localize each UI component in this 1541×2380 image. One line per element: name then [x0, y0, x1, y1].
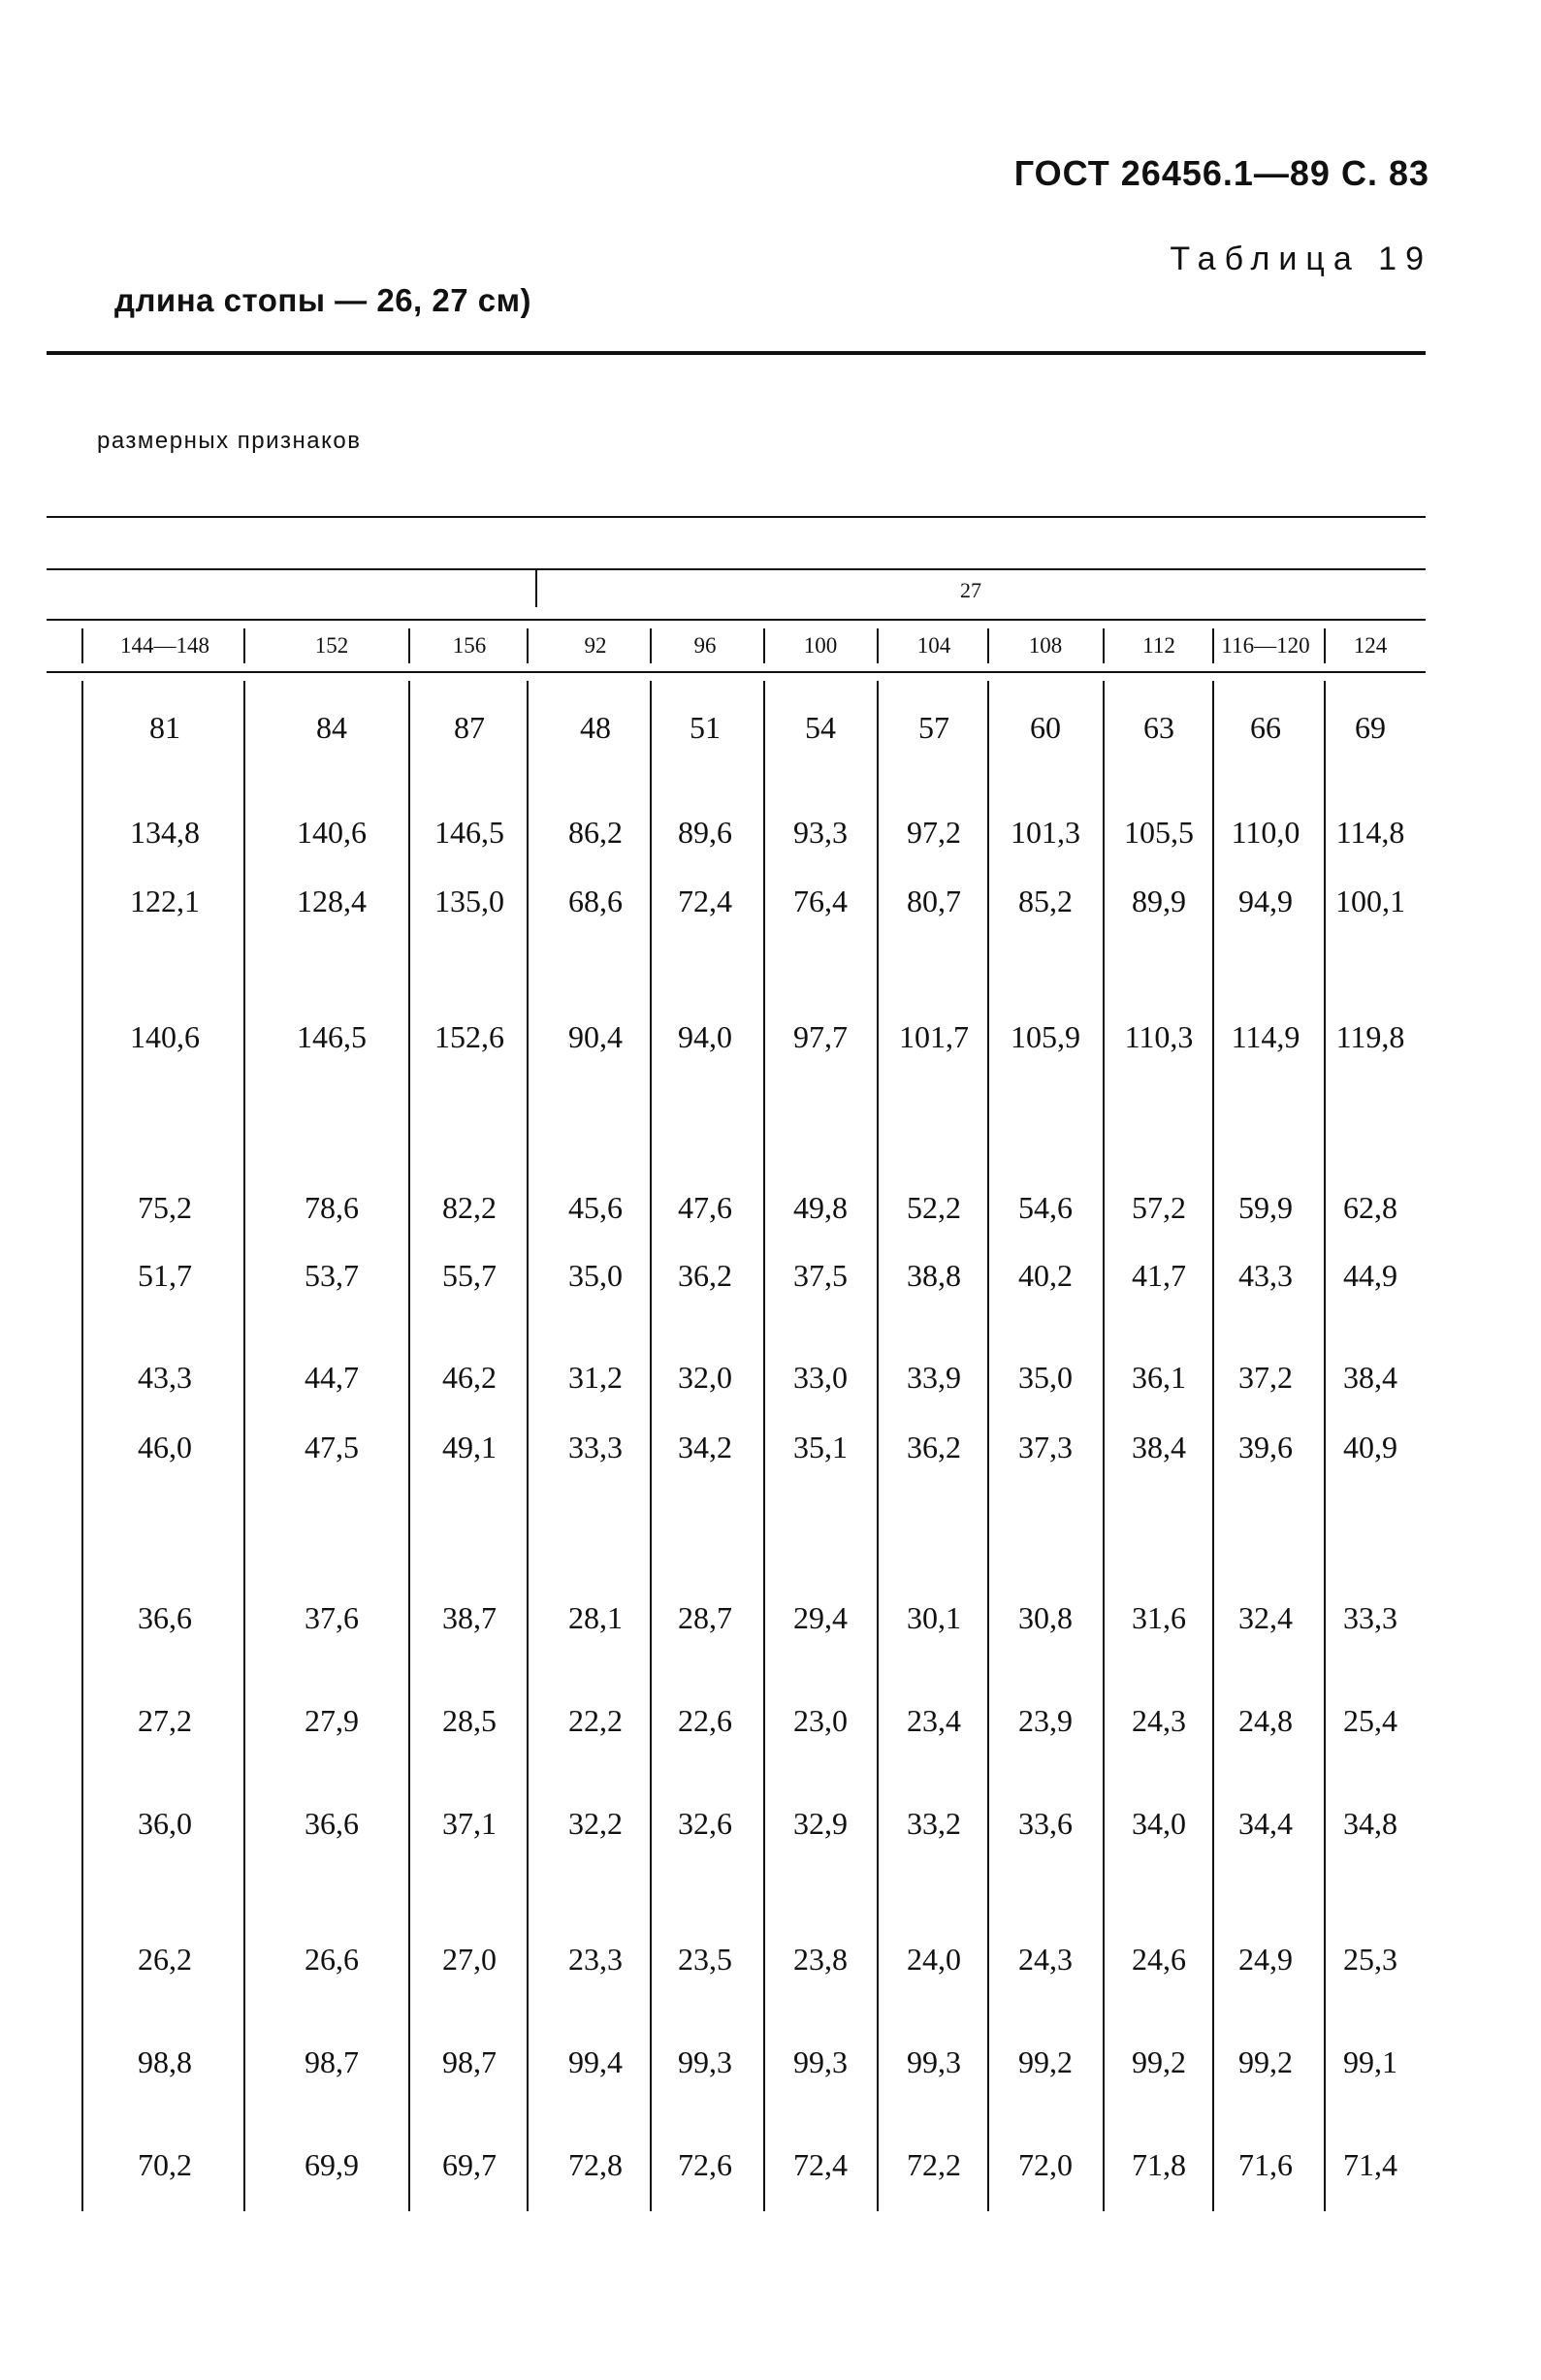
column-header: 156: [452, 633, 487, 658]
table-cell: 71,4: [1343, 2147, 1397, 2182]
table-cell: 45,6: [568, 1190, 623, 1225]
table-cell: 32,2: [568, 1806, 623, 1841]
table-cell: 38,7: [442, 1600, 497, 1635]
table-cell: 69,9: [305, 2147, 359, 2182]
table-cell: 80,7: [907, 884, 961, 918]
column-divider: [1103, 681, 1105, 2211]
rule-3: [47, 619, 1426, 621]
table-cell: 25,4: [1343, 1703, 1397, 1738]
column-header: 152: [314, 633, 349, 658]
table-cell: 32,9: [793, 1806, 848, 1841]
table-cell: 44,7: [305, 1360, 359, 1395]
table-cell: 89,6: [678, 815, 732, 850]
table-cell: 134,8: [130, 815, 200, 850]
table-cell: 86,2: [568, 815, 623, 850]
table-cell: 23,3: [568, 1942, 623, 1977]
table-cell: 51: [690, 710, 721, 745]
table-cell: 84: [316, 710, 347, 745]
table-subtitle: длина стопы — 26, 27 см): [114, 282, 532, 318]
table-cell: 32,4: [1238, 1600, 1293, 1635]
table-cell: 36,2: [907, 1430, 961, 1464]
table-cell: 94,9: [1238, 884, 1293, 918]
table-cell: 40,9: [1343, 1430, 1397, 1464]
top-rule: [47, 351, 1426, 355]
header-divider: [1324, 628, 1326, 663]
column-divider: [243, 681, 245, 2211]
header-divider: [527, 628, 529, 663]
table-cell: 25,3: [1343, 1942, 1397, 1977]
table-cell: 93,3: [793, 815, 848, 850]
table-cell: 99,2: [1018, 2044, 1073, 2079]
table-cell: 41,7: [1132, 1258, 1186, 1293]
table-cell: 34,4: [1238, 1806, 1293, 1841]
table-cell: 69: [1355, 710, 1386, 745]
table-cell: 33,2: [907, 1806, 961, 1841]
table-cell: 29,4: [793, 1600, 848, 1635]
table-cell: 46,0: [138, 1430, 192, 1464]
table-cell: 46,2: [442, 1360, 497, 1395]
table-cell: 26,6: [305, 1942, 359, 1977]
table-cell: 97,2: [907, 815, 961, 850]
column-divider: [408, 681, 410, 2211]
table-cell: 33,3: [568, 1430, 623, 1464]
table-cell: 54,6: [1018, 1190, 1073, 1225]
table-cell: 34,8: [1343, 1806, 1397, 1841]
header-divider: [1103, 628, 1105, 663]
table-cell: 75,2: [138, 1190, 192, 1225]
table-cell: 33,9: [907, 1360, 961, 1395]
table-cell: 72,8: [568, 2147, 623, 2182]
table-cell: 38,4: [1343, 1360, 1397, 1395]
table-cell: 72,6: [678, 2147, 732, 2182]
table-cell: 33,0: [793, 1360, 848, 1395]
table-cell: 97,7: [793, 1019, 848, 1054]
table-cell: 99,3: [678, 2044, 732, 2079]
table-cell: 70,2: [138, 2147, 192, 2182]
table-cell: 100,1: [1335, 884, 1405, 918]
rule-1: [47, 516, 1426, 518]
table-cell: 105,9: [1011, 1019, 1080, 1054]
table-cell: 44,9: [1343, 1258, 1397, 1293]
table-cell: 24,3: [1132, 1703, 1186, 1738]
header-divider: [987, 628, 989, 663]
column-divider: [877, 681, 879, 2211]
table-cell: 33,3: [1343, 1600, 1397, 1635]
table-cell: 37,5: [793, 1258, 848, 1293]
table-cell: 99,1: [1343, 2044, 1397, 2079]
table-cell: 23,5: [678, 1942, 732, 1977]
table-cell: 76,4: [793, 884, 848, 918]
table-cell: 49,8: [793, 1190, 848, 1225]
column-header: 100: [803, 633, 838, 658]
table-cell: 23,0: [793, 1703, 848, 1738]
table-cell: 101,7: [899, 1019, 969, 1054]
table-cell: 89,9: [1132, 884, 1186, 918]
table-cell: 114,8: [1335, 815, 1405, 850]
table-cell: 35,1: [793, 1430, 848, 1464]
table-cell: 87: [454, 710, 485, 745]
table-cell: 99,4: [568, 2044, 623, 2079]
table-cell: 53,7: [305, 1258, 359, 1293]
group-label: 27: [960, 578, 981, 602]
table-cell: 98,7: [305, 2044, 359, 2079]
table-cell: 78,6: [305, 1190, 359, 1225]
table-cell: 47,5: [305, 1430, 359, 1464]
table-cell: 68,6: [568, 884, 623, 918]
table-cell: 85,2: [1018, 884, 1073, 918]
table-cell: 38,4: [1132, 1430, 1186, 1464]
table-cell: 51,7: [138, 1258, 192, 1293]
table-cell: 57: [918, 710, 949, 745]
table-cell: 31,6: [1132, 1600, 1186, 1635]
table-cell: 98,7: [442, 2044, 497, 2079]
rule-2: [47, 568, 1426, 570]
table-cell: 28,1: [568, 1600, 623, 1635]
table-cell: 69,7: [442, 2147, 497, 2182]
table-cell: 24,9: [1238, 1942, 1293, 1977]
table-cell: 66: [1250, 710, 1281, 745]
table-cell: 71,8: [1132, 2147, 1186, 2182]
table-cell: 22,2: [568, 1703, 623, 1738]
column-divider: [650, 681, 652, 2211]
table-cell: 94,0: [678, 1019, 732, 1054]
table-cell: 23,9: [1018, 1703, 1073, 1738]
table-cell: 110,3: [1124, 1019, 1194, 1054]
table-cell: 36,6: [138, 1600, 192, 1635]
table-cell: 49,1: [442, 1430, 497, 1464]
column-header: 96: [693, 633, 717, 658]
table-cell: 114,9: [1231, 1019, 1300, 1054]
table-cell: 52,2: [907, 1190, 961, 1225]
table-cell: 33,6: [1018, 1806, 1073, 1841]
table-cell: 24,0: [907, 1942, 961, 1977]
column-divider: [987, 681, 989, 2211]
table-cell: 63: [1143, 710, 1174, 745]
table-cell: 90,4: [568, 1019, 623, 1054]
table-cell: 37,6: [305, 1600, 359, 1635]
table-cell: 135,0: [434, 884, 504, 918]
table-cell: 36,2: [678, 1258, 732, 1293]
table-cell: 62,8: [1343, 1190, 1397, 1225]
table-cell: 37,2: [1238, 1360, 1293, 1395]
table-cell: 152,6: [434, 1019, 504, 1054]
table-caption: Таблица 19: [1170, 241, 1432, 277]
table-cell: 128,4: [297, 884, 367, 918]
column-divider: [527, 681, 529, 2211]
table-cell: 105,5: [1124, 815, 1194, 850]
column-header: 116—120: [1221, 633, 1310, 658]
table-cell: 27,0: [442, 1942, 497, 1977]
column-divider: [763, 681, 765, 2211]
table-cell: 36,1: [1132, 1360, 1186, 1395]
table-cell: 27,2: [138, 1703, 192, 1738]
table-cell: 24,6: [1132, 1942, 1186, 1977]
table-cell: 28,5: [442, 1703, 497, 1738]
table-cell: 140,6: [297, 815, 367, 850]
table-cell: 59,9: [1238, 1190, 1293, 1225]
table-cell: 22,6: [678, 1703, 732, 1738]
table-cell: 146,5: [297, 1019, 367, 1054]
table-cell: 36,6: [305, 1806, 359, 1841]
header-divider: [243, 628, 245, 663]
table-cell: 55,7: [442, 1258, 497, 1293]
table-cell: 27,9: [305, 1703, 359, 1738]
table-cell: 72,2: [907, 2147, 961, 2182]
table-cell: 23,8: [793, 1942, 848, 1977]
column-header: 124: [1353, 633, 1388, 658]
table-cell: 37,3: [1018, 1430, 1073, 1464]
table-cell: 99,3: [793, 2044, 848, 2079]
table-cell: 39,6: [1238, 1430, 1293, 1464]
column-header: 92: [584, 633, 607, 658]
table-cell: 48: [580, 710, 611, 745]
table-cell: 72,4: [678, 884, 732, 918]
header-divider: [763, 628, 765, 663]
table-cell: 23,4: [907, 1703, 961, 1738]
table-cell: 99,2: [1132, 2044, 1186, 2079]
table-cell: 35,0: [568, 1258, 623, 1293]
table-cell: 99,3: [907, 2044, 961, 2079]
table-cell: 110,0: [1231, 815, 1300, 850]
group-divider: [535, 570, 537, 607]
table-cell: 28,7: [678, 1600, 732, 1635]
table-cell: 57,2: [1132, 1190, 1186, 1225]
rule-4: [47, 671, 1426, 673]
table-cell: 26,2: [138, 1942, 192, 1977]
table-cell: 82,2: [442, 1190, 497, 1225]
table-cell: 43,3: [138, 1360, 192, 1395]
table-cell: 32,0: [678, 1360, 732, 1395]
table-cell: 119,8: [1335, 1019, 1405, 1054]
table-cell: 60: [1030, 710, 1061, 745]
column-header: 108: [1028, 633, 1063, 658]
table-cell: 146,5: [434, 815, 504, 850]
table-cell: 40,2: [1018, 1258, 1073, 1293]
attribute-label: размерных признаков: [97, 428, 362, 454]
table-cell: 35,0: [1018, 1360, 1073, 1395]
table-cell: 30,1: [907, 1600, 961, 1635]
header-divider: [408, 628, 410, 663]
table-cell: 81: [149, 710, 180, 745]
table-cell: 31,2: [568, 1360, 623, 1395]
column-divider: [81, 681, 83, 2211]
table-cell: 34,0: [1132, 1806, 1186, 1841]
column-header: 144—148: [120, 633, 209, 658]
header-divider: [650, 628, 652, 663]
column-divider: [1324, 681, 1326, 2211]
table-cell: 98,8: [138, 2044, 192, 2079]
table-cell: 47,6: [678, 1190, 732, 1225]
table-cell: 71,6: [1238, 2147, 1293, 2182]
table-cell: 34,2: [678, 1430, 732, 1464]
table-cell: 36,0: [138, 1806, 192, 1841]
table-cell: 24,3: [1018, 1942, 1073, 1977]
table-cell: 38,8: [907, 1258, 961, 1293]
header-divider: [1212, 628, 1214, 663]
column-divider: [1212, 681, 1214, 2211]
table-cell: 30,8: [1018, 1600, 1073, 1635]
header-divider: [877, 628, 879, 663]
table-cell: 72,0: [1018, 2147, 1073, 2182]
table-cell: 24,8: [1238, 1703, 1293, 1738]
table-cell: 140,6: [130, 1019, 200, 1054]
table-cell: 32,6: [678, 1806, 732, 1841]
table-cell: 101,3: [1011, 815, 1080, 850]
page-header: ГОСТ 26456.1—89 С. 83: [1013, 153, 1429, 193]
table-cell: 54: [805, 710, 836, 745]
table-cell: 43,3: [1238, 1258, 1293, 1293]
column-header: 104: [916, 633, 951, 658]
table-cell: 37,1: [442, 1806, 497, 1841]
table-cell: 122,1: [130, 884, 200, 918]
column-header: 112: [1142, 633, 1175, 658]
table-cell: 72,4: [793, 2147, 848, 2182]
header-divider: [81, 628, 83, 663]
table-cell: 99,2: [1238, 2044, 1293, 2079]
